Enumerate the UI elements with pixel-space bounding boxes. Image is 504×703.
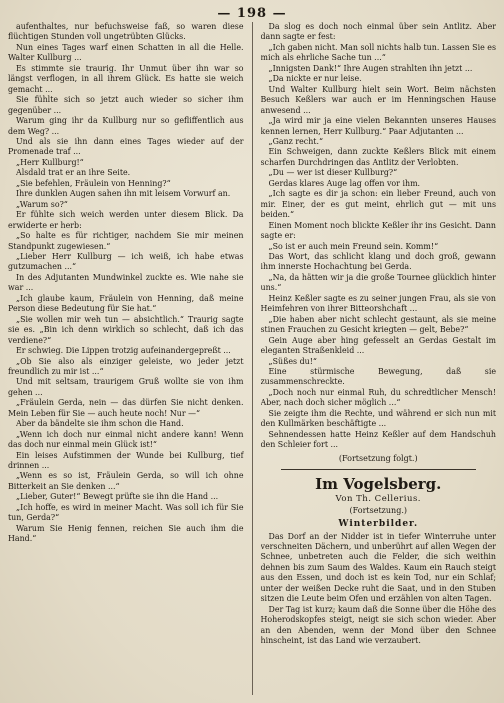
- paragraph: Und mit seltsam, traurigem Gruß wollte sie von ihm gehen ...: [8, 377, 244, 397]
- paragraph: Einen Moment noch blickte Keßler ihr ins Gesicht. Dann sagte er:: [260, 220, 497, 241]
- paragraph: „So ist er auch mein Freund sein. Komm!“: [268, 241, 439, 251]
- paragraph: „Doch noch nur einmal Ruh, du schredtlicher Mensch! Aber, nach doch sicher möglich ...“: [260, 387, 497, 408]
- paragraph: „Sie befehlen, Fräulein von Henning?“: [16, 178, 171, 188]
- paragraph: Nun eines Tages warf einen Schatten in all die Helle. Walter Kullburg ...: [8, 42, 244, 63]
- paragraph: „Warum so?“: [16, 199, 68, 209]
- article-byline: Von Th. Cellerius.: [335, 493, 422, 504]
- paragraph: Ein Schweigen, dann zuckte Keßlers Blick mit einem scharfen Durchdringen das Antlitz der Verlobten.: [260, 147, 497, 167]
- paragraph: Es stimmte sie traurig. Ihr Unmut über ihn war so längst verflogen, in all ihrem Glück. Es hatte sie weich gemacht ...: [8, 63, 244, 94]
- paragraph: „Ich glaube kaum, Fräulein von Henning, daß meine Person diese Bedeutung für Sie hat.“: [8, 293, 244, 314]
- column-divider: [252, 22, 253, 695]
- paragraph: Gerdas klares Auge lag offen vor ihm.: [268, 178, 421, 188]
- paragraph: „Wenn es so ist, Fräulein Gerda, so will ich ohne Bitterkeit an Sie denken ...“: [8, 471, 244, 491]
- paragraph: „Fräulein Gerda, nein — das dürfen Sie nicht denken. Mein Leben für Sie — auch heute noch! Nur —“: [8, 398, 244, 418]
- paragraph: Sie fühlte sich so jetzt auch wieder so sicher ihm gegenüber ...: [8, 95, 244, 115]
- paragraph: „Lieber, Guter!“ Bewegt prüfte sie ihn die Hand ...: [16, 492, 219, 502]
- paragraph: „Innigsten Dank!“ Ihre Augen strahlten ihn jetzt ...: [268, 63, 473, 73]
- article-body: [261, 532, 497, 647]
- paragraph: „Wenn ich doch nur einmal nicht andere kann! Wenn das doch nur einmal mein Glück ist!“: [8, 429, 244, 450]
- paragraph: „Ich hoffe, es wird in meiner Macht. Was soll ich für Sie tun, Gerda?“: [8, 502, 244, 523]
- section-rule: [281, 469, 477, 470]
- paragraph: „Ja wird mir ja eine vielen Bekannten unseres Hauses kennen lernen, Herr Kullburg.“ Paar Adjutanten ...: [260, 116, 497, 136]
- paragraph: „So halte es für richtiger, nachdem Sie mir meinen Standpunkt zugewiesen.“: [8, 231, 244, 251]
- paragraph: „Na, da hätten wir ja die große Tournee glücklich hinter uns.“: [260, 272, 497, 293]
- paragraph: Das Dorf an der Nidder ist in tiefer Winterruhe unter verschneiten Dächern, und unberührt auf allen Wegen der Schnee, unbetreten auch die Felder, die sich weithin dehnen bis zum Saum des Waldes. Kaum ein Rauch steigt aus den Essen, und doch ist es kein Tod, nur ein Schlaf; unter der weißen Decke ruht die Saat, und in den Stuben sitzen die Leute beim Ofen und erzählen von alten Tagen.: [260, 531, 497, 604]
- paragraph: Gein Auge aber hing gefesselt an Gerdas Gestalt im eleganten Straßenkleid ...: [260, 335, 497, 356]
- paragraph: Heinz Keßler sagte es zu seiner jungen Frau, als sie von Heimfehren von ihrer Bitteorshchaft ...: [260, 293, 497, 314]
- paragraph: „Ich sagte es dir ja schon: ein lieber Freund, auch von mir. Einer, der es gut meint, ehrlich gut — mit uns beiden.“: [260, 189, 497, 220]
- paragraph: Eine stürmische Bewegung, daß sie zusammenschreckte.: [260, 366, 497, 387]
- paragraph: „Die haben aber nicht schlecht gestaunt, als sie meine stinen Frauchen zu Gesicht kriegten — gelt, Bebe?“: [260, 314, 497, 335]
- right-column: [261, 22, 497, 695]
- paragraph: „Ganz recht.“: [268, 136, 323, 146]
- paragraph: „Herr Kullburg!“: [16, 157, 84, 167]
- article-title: Im Vogelsberg.: [315, 474, 442, 493]
- paragraph: Der Tag ist kurz; kaum daß die Sonne über die Höhe des Hoherodskopfes steigt, neigt sie sich schon wieder. Aber an den Abenden, wenn der Mond über den Schnee hinscheint, ist das Land wie verzaubert.: [260, 604, 497, 646]
- paragraph: Und Walter Kullburg hielt sein Wort. Beim nächsten Besuch Keßlers war auch er im Henningschen Hause anwesend ...: [260, 84, 497, 115]
- paragraph: „Lieber Herr Kullburg — ich weiß, ich habe etwas gutzumachen ...“: [8, 251, 244, 272]
- paragraph: Er schwieg. Die Lippen trotzig aufeinandergepreßt ...: [16, 346, 231, 356]
- paragraph: „Sie wollen mir weh tun — absichtlich.“ Traurig sagte sie es. „Bin ich denn wirklich so schlecht, daß ich das verdiene?“: [8, 314, 244, 345]
- paragraph: „Da nickte er nur leise.: [268, 74, 362, 84]
- paragraph: Aber da bändelte sie ihm schon die Hand.: [16, 419, 184, 429]
- article-sequel-note: (Fortsetzung.): [349, 505, 407, 515]
- paragraph: aufenthaltes, nur befuchsweise faß, so waren diese flüchtigen Stunden voll ungetrübten Glücks.: [8, 22, 244, 42]
- paragraph: Ihre dunklen Augen sahen ihn mit leisem Vorwurf an.: [16, 189, 231, 199]
- article-section-heading: Winterbilder.: [338, 518, 419, 529]
- paragraph: Alsdald trat er an ihre Seite.: [16, 168, 131, 178]
- paragraph: „Süßes du!“: [268, 356, 317, 366]
- serial-continuation-note: (Fortsetzung folgt.): [338, 453, 418, 463]
- paragraph: Ein leises Aufstimmen der Wunde bei Kullburg, tief drinnen ...: [8, 450, 244, 471]
- paragraph: Sie zeigte ihm die Rechte, und während er sich nun mit den Kullmärken beschäftigte ...: [260, 408, 497, 429]
- paragraph: Warum Sie Henig fennen, reichen Sie auch ihm die Hand.“: [8, 523, 244, 544]
- paragraph: „Du — wer ist dieser Kullburg?“: [268, 168, 398, 178]
- paragraph: „Ob Sie also als einziger geleiste, wo jeder jetzt freundlich zu mir ist ...“: [8, 356, 244, 376]
- paragraph: Er fühlte sich weich werden unter diesem Blick. Da erwiderte er herb:: [8, 210, 244, 230]
- left-column: [8, 22, 244, 695]
- page-number: — 198 —: [217, 6, 287, 21]
- right-column-story: [261, 22, 497, 451]
- paragraph: Warum ging ihr da Kullburg nur so gefliffentlich aus dem Weg? ...: [8, 116, 244, 136]
- paragraph: „Ich gaben nicht. Man soll nichts halb tun. Lassen Sie es mich als ehrliche Sache tun ...“: [260, 42, 497, 63]
- paragraph: Sehnendessen hatte Heinz Keßler auf dem Handschuh den Schleier fort ...: [260, 429, 497, 450]
- paragraph: Das Wort, das schlicht klang und doch groß, gewann ihm innerste Hochachtung bei Gerda.: [260, 251, 497, 272]
- paragraph: Da slog es doch noch einmal über sein Antlitz. Aber dann sagte er fest:: [260, 22, 497, 42]
- paragraph: Und als sie ihn dann eines Tages wieder auf der Promenade traf ...: [8, 136, 244, 157]
- text-columns: [8, 22, 496, 695]
- paragraph: In des Adjutanten Mundwinkel zuckte es. Wie nahe sie war ...: [8, 272, 244, 293]
